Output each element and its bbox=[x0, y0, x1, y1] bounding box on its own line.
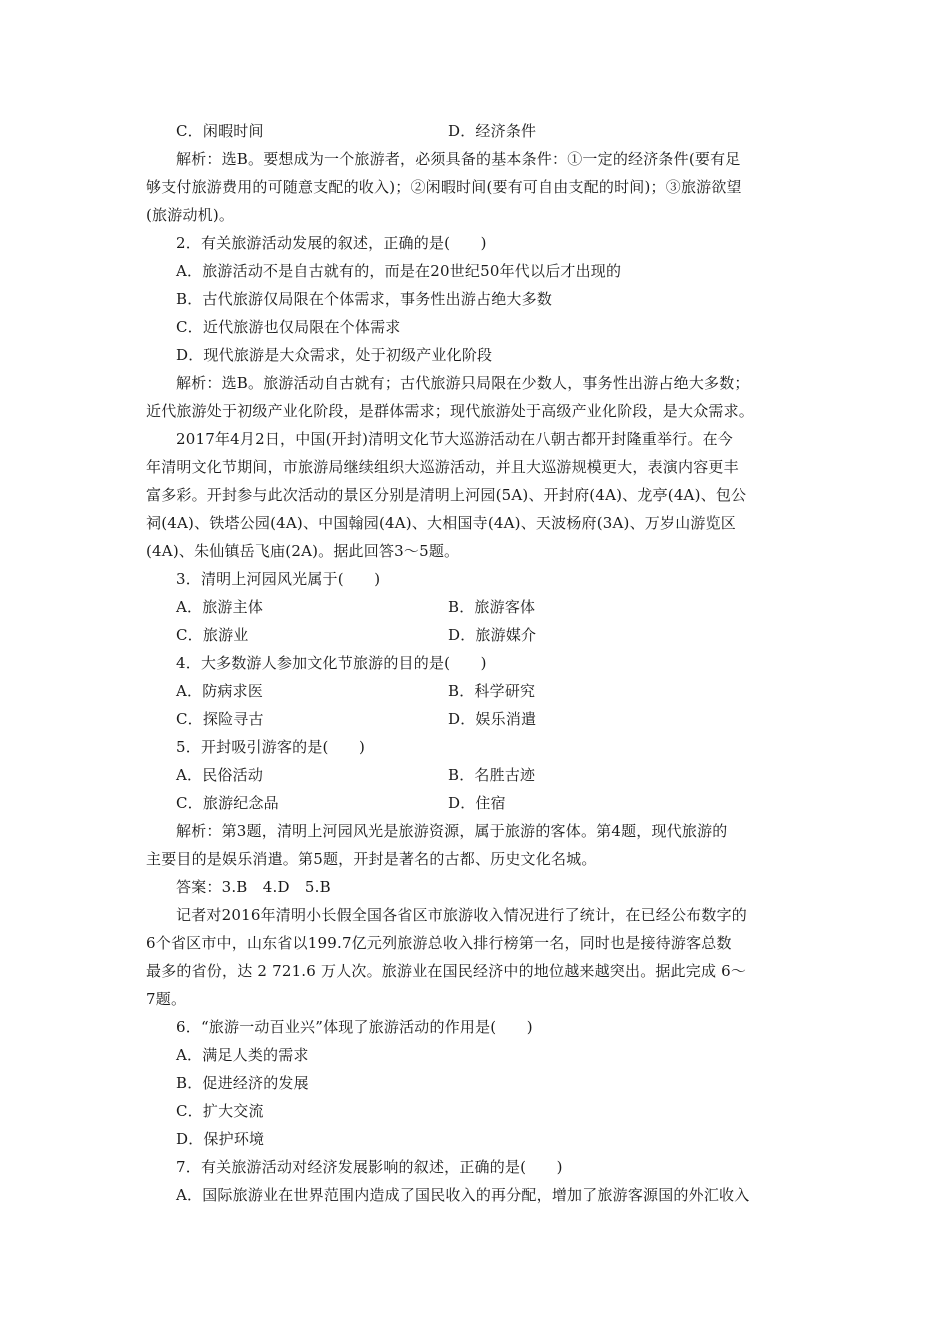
text-line: 解析：选B。旅游活动自古就有；古代旅游只局限在少数人，事务性出游占绝大多数； bbox=[176, 374, 750, 392]
text-line: B．科学研究 bbox=[448, 682, 536, 700]
text-line: 祠(4A)、铁塔公园(4A)、中国翰园(4A)、大相国寺(4A)、天波杨府(3A)、万岁山游览区 bbox=[146, 514, 737, 532]
text-line: B．促进经济的发展 bbox=[176, 1074, 309, 1092]
text-line: 最多的省份，达 2 721.6 万人次。旅游业在国民经济中的地位越来越突出。据此完成 6～ bbox=[146, 962, 747, 980]
text-line: D．娱乐消遣 bbox=[448, 710, 537, 728]
text-line: 近代旅游处于初级产业化阶段，是群体需求；现代旅游处于高级产业化阶段，是大众需求。 bbox=[146, 402, 755, 420]
text-line: (旅游动机)。 bbox=[146, 206, 235, 224]
text-line: 主要目的是娱乐消遣。第5题，开封是著名的古都、历史文化名城。 bbox=[146, 850, 597, 868]
text-line: 7题。 bbox=[146, 990, 187, 1008]
text-line: 2．有关旅游活动发展的叙述，正确的是( ) bbox=[176, 234, 487, 252]
text-line: 2017年4月2日，中国(开封)清明文化节大巡游活动在八朝古都开封隆重举行。在今 bbox=[176, 430, 733, 448]
text-line: 答案：3.B 4.D 5.B bbox=[176, 878, 331, 896]
text-line: A．国际旅游业在世界范围内造成了国民收入的再分配，增加了旅游客源国的外汇收入 bbox=[176, 1186, 750, 1204]
text-line: D．保护环境 bbox=[176, 1130, 265, 1148]
text-line: 年清明文化节期间，市旅游局继续组织大巡游活动，并且大巡游规模更大，表演内容更丰 bbox=[146, 458, 739, 476]
text-line: 6．“旅游一动百业兴”体现了旅游活动的作用是( ) bbox=[176, 1018, 533, 1036]
text-line: A．旅游活动不是自古就有的，而是在20世纪50年代以后才出现的 bbox=[176, 262, 622, 280]
text-line: (4A)、朱仙镇岳飞庙(2A)。据此回答3～5题。 bbox=[146, 542, 460, 560]
text-line: 3．清明上河园风光属于( ) bbox=[176, 570, 381, 588]
text-line: 记者对2016年清明小长假全国各省区市旅游收入情况进行了统计，在已经公布数字的 bbox=[176, 906, 747, 924]
text-line: 5．开封吸引游客的是( ) bbox=[176, 738, 366, 756]
text-line: C．探险寻古 bbox=[176, 710, 264, 728]
text-line: 解析：选B。要想成为一个旅游者，必须具备的基本条件：①一定的经济条件(要有足 bbox=[176, 150, 741, 168]
text-line: D．现代旅游是大众需求，处于初级产业化阶段 bbox=[176, 346, 493, 364]
text-line: C．扩大交流 bbox=[176, 1102, 264, 1120]
text-line: A．旅游主体 bbox=[176, 598, 264, 616]
text-line: C．旅游业 bbox=[176, 626, 249, 644]
text-line: C．近代旅游也仅局限在个体需求 bbox=[176, 318, 401, 336]
text-line: B．名胜古迹 bbox=[448, 766, 536, 784]
text-line: C．闲暇时间 bbox=[176, 122, 264, 140]
text-line: A．满足人类的需求 bbox=[176, 1046, 309, 1064]
text-line: A．防病求医 bbox=[176, 682, 264, 700]
text-line: B．古代旅游仅局限在个体需求，事务性出游占绝大多数 bbox=[176, 290, 553, 308]
text-line: D．经济条件 bbox=[448, 122, 537, 140]
text-line: B．旅游客体 bbox=[448, 598, 536, 616]
text-line: A．民俗活动 bbox=[176, 766, 264, 784]
text-line: 够支付旅游费用的可随意支配的收入)；②闲暇时间(要有可自由支配的时间)；③旅游欲望 bbox=[146, 178, 742, 196]
text-line: 解析：第3题，清明上河园风光是旅游资源，属于旅游的客体。第4题，现代旅游的 bbox=[176, 822, 728, 840]
text-line: 富多彩。开封参与此次活动的景区分别是清明上河园(5A)、开封府(4A)、龙亭(4A)、包公 bbox=[146, 486, 747, 504]
text-line: D．住宿 bbox=[448, 794, 506, 812]
text-line: 4．大多数游人参加文化节旅游的目的是( ) bbox=[176, 654, 487, 672]
text-line: C．旅游纪念品 bbox=[176, 794, 279, 812]
text-line: D．旅游媒介 bbox=[448, 626, 537, 644]
text-line: 6个省区市中，山东省以199.7亿元列旅游总收入排行榜第一名，同时也是接待游客总数 bbox=[146, 934, 732, 952]
text-line: 7．有关旅游活动对经济发展影响的叙述，正确的是( ) bbox=[176, 1158, 563, 1176]
